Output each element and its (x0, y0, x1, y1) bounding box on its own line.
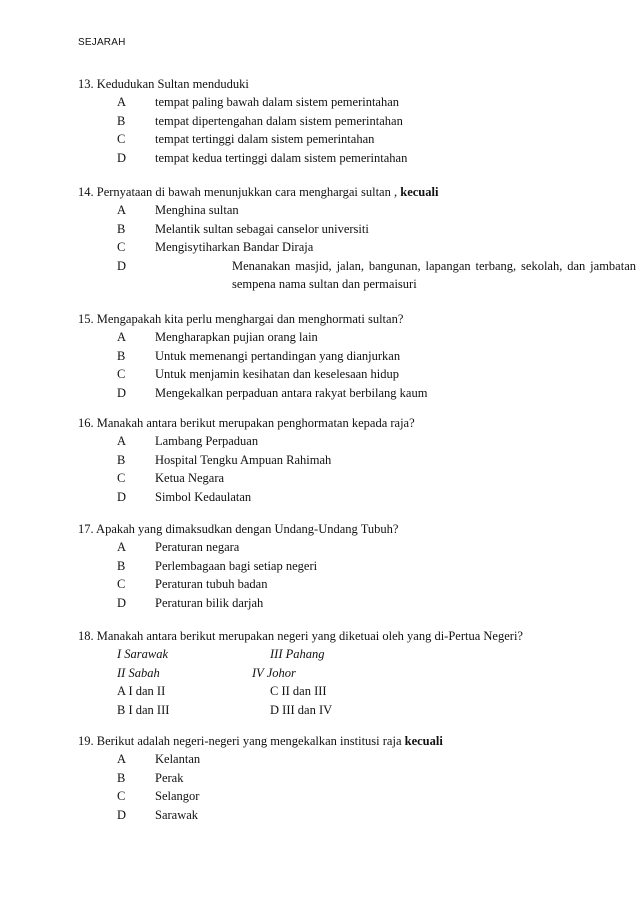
option-b: B Perak (117, 770, 184, 785)
option-c: C Selangor (117, 789, 200, 803)
statement-row (78, 645, 578, 664)
statement-row (78, 664, 578, 683)
option-d: D Peraturan bilik darjah (117, 595, 264, 610)
question-text: 15. Mengapakah kita perlu menghargai dan menghormati sultan? (78, 312, 404, 326)
option-d: D Simbol Kedaulatan (117, 489, 252, 504)
statement-ii: II Sabah (117, 665, 160, 680)
choice-c: C II dan III (270, 684, 327, 698)
question-14 (78, 183, 636, 294)
statement-iv: IV Johor (252, 665, 296, 680)
choice-d: D III dan IV (270, 702, 333, 717)
option-b: B tempat dipertengahan dalam sistem pemerintahan (117, 113, 403, 128)
option-d: D Sarawak (117, 807, 199, 822)
emphasis-kecuali: kecuali (400, 185, 439, 199)
choice-a: A I dan II (117, 684, 166, 698)
option-d: D Mengekalkan perpaduan antara rakyat berbilang kaum (117, 385, 428, 400)
statement-i: I Sarawak (117, 647, 169, 661)
question-17 (78, 520, 578, 612)
option-a: A Lambang Perpaduan (117, 434, 259, 448)
question-19 (78, 732, 578, 824)
option-c: C Mengisytiharkan Bandar Diraja (117, 240, 314, 254)
question-16 (78, 414, 578, 506)
option-b: B Untuk memenangi pertandingan yang dianjurkan (117, 348, 401, 363)
choice-row (78, 701, 578, 720)
option-a: A Peraturan negara (117, 540, 240, 554)
question-text: 16. Manakah antara berikut merupakan penghormatan kepada raja? (78, 416, 415, 430)
option-a: A Kelantan (117, 752, 201, 766)
question-text: 14. Pernyataan di bawah menunjukkan cara menghargai sultan , kecuali (78, 185, 439, 199)
choice-row (78, 682, 578, 701)
option-b: B Perlembagaan bagi setiap negeri (117, 558, 318, 573)
option-d: D tempat kedua tertinggi dalam sistem pemerintahan (117, 150, 408, 165)
question-text: 18. Manakah antara berikut merupakan negeri yang diketuai oleh yang di-Pertua Negeri? (78, 629, 523, 643)
question-15 (78, 310, 578, 402)
option-d: D Menanakan masjid, jalan, bangunan, lapangan terbang, sekolah, dan jambatan sempena nama sultan dan permaisuri (117, 258, 636, 291)
option-b: B Melantik sultan sebagai canselor universiti (117, 221, 369, 236)
statement-iii: III Pahang (270, 647, 325, 661)
option-c: C Untuk menjamin kesihatan dan keselesaan hidup (117, 367, 400, 381)
emphasis-kecuali: kecuali (404, 734, 443, 748)
option-a: A tempat paling bawah dalam sistem pemerintahan (117, 95, 400, 109)
subject-header: SEJARAH (78, 37, 126, 48)
question-18 (78, 627, 578, 719)
question-13 (78, 75, 578, 167)
choice-b: B I dan III (117, 702, 170, 717)
option-c: C Ketua Negara (117, 471, 225, 485)
option-a: A Menghina sultan (117, 203, 239, 217)
option-a: A Mengharapkan pujian orang lain (117, 330, 318, 344)
question-text: 19. Berikut adalah negeri-negeri yang mengekalkan institusi raja kecuali (78, 734, 443, 748)
question-text: 13. Kedudukan Sultan menduduki (78, 77, 249, 91)
option-b: B Hospital Tengku Ampuan Rahimah (117, 452, 332, 467)
option-c: C tempat tertinggi dalam sistem pemerintahan (117, 132, 375, 146)
option-c: C Peraturan tubuh badan (117, 577, 268, 591)
question-text: 17. Apakah yang dimaksudkan dengan Undang-Undang Tubuh? (78, 522, 399, 536)
